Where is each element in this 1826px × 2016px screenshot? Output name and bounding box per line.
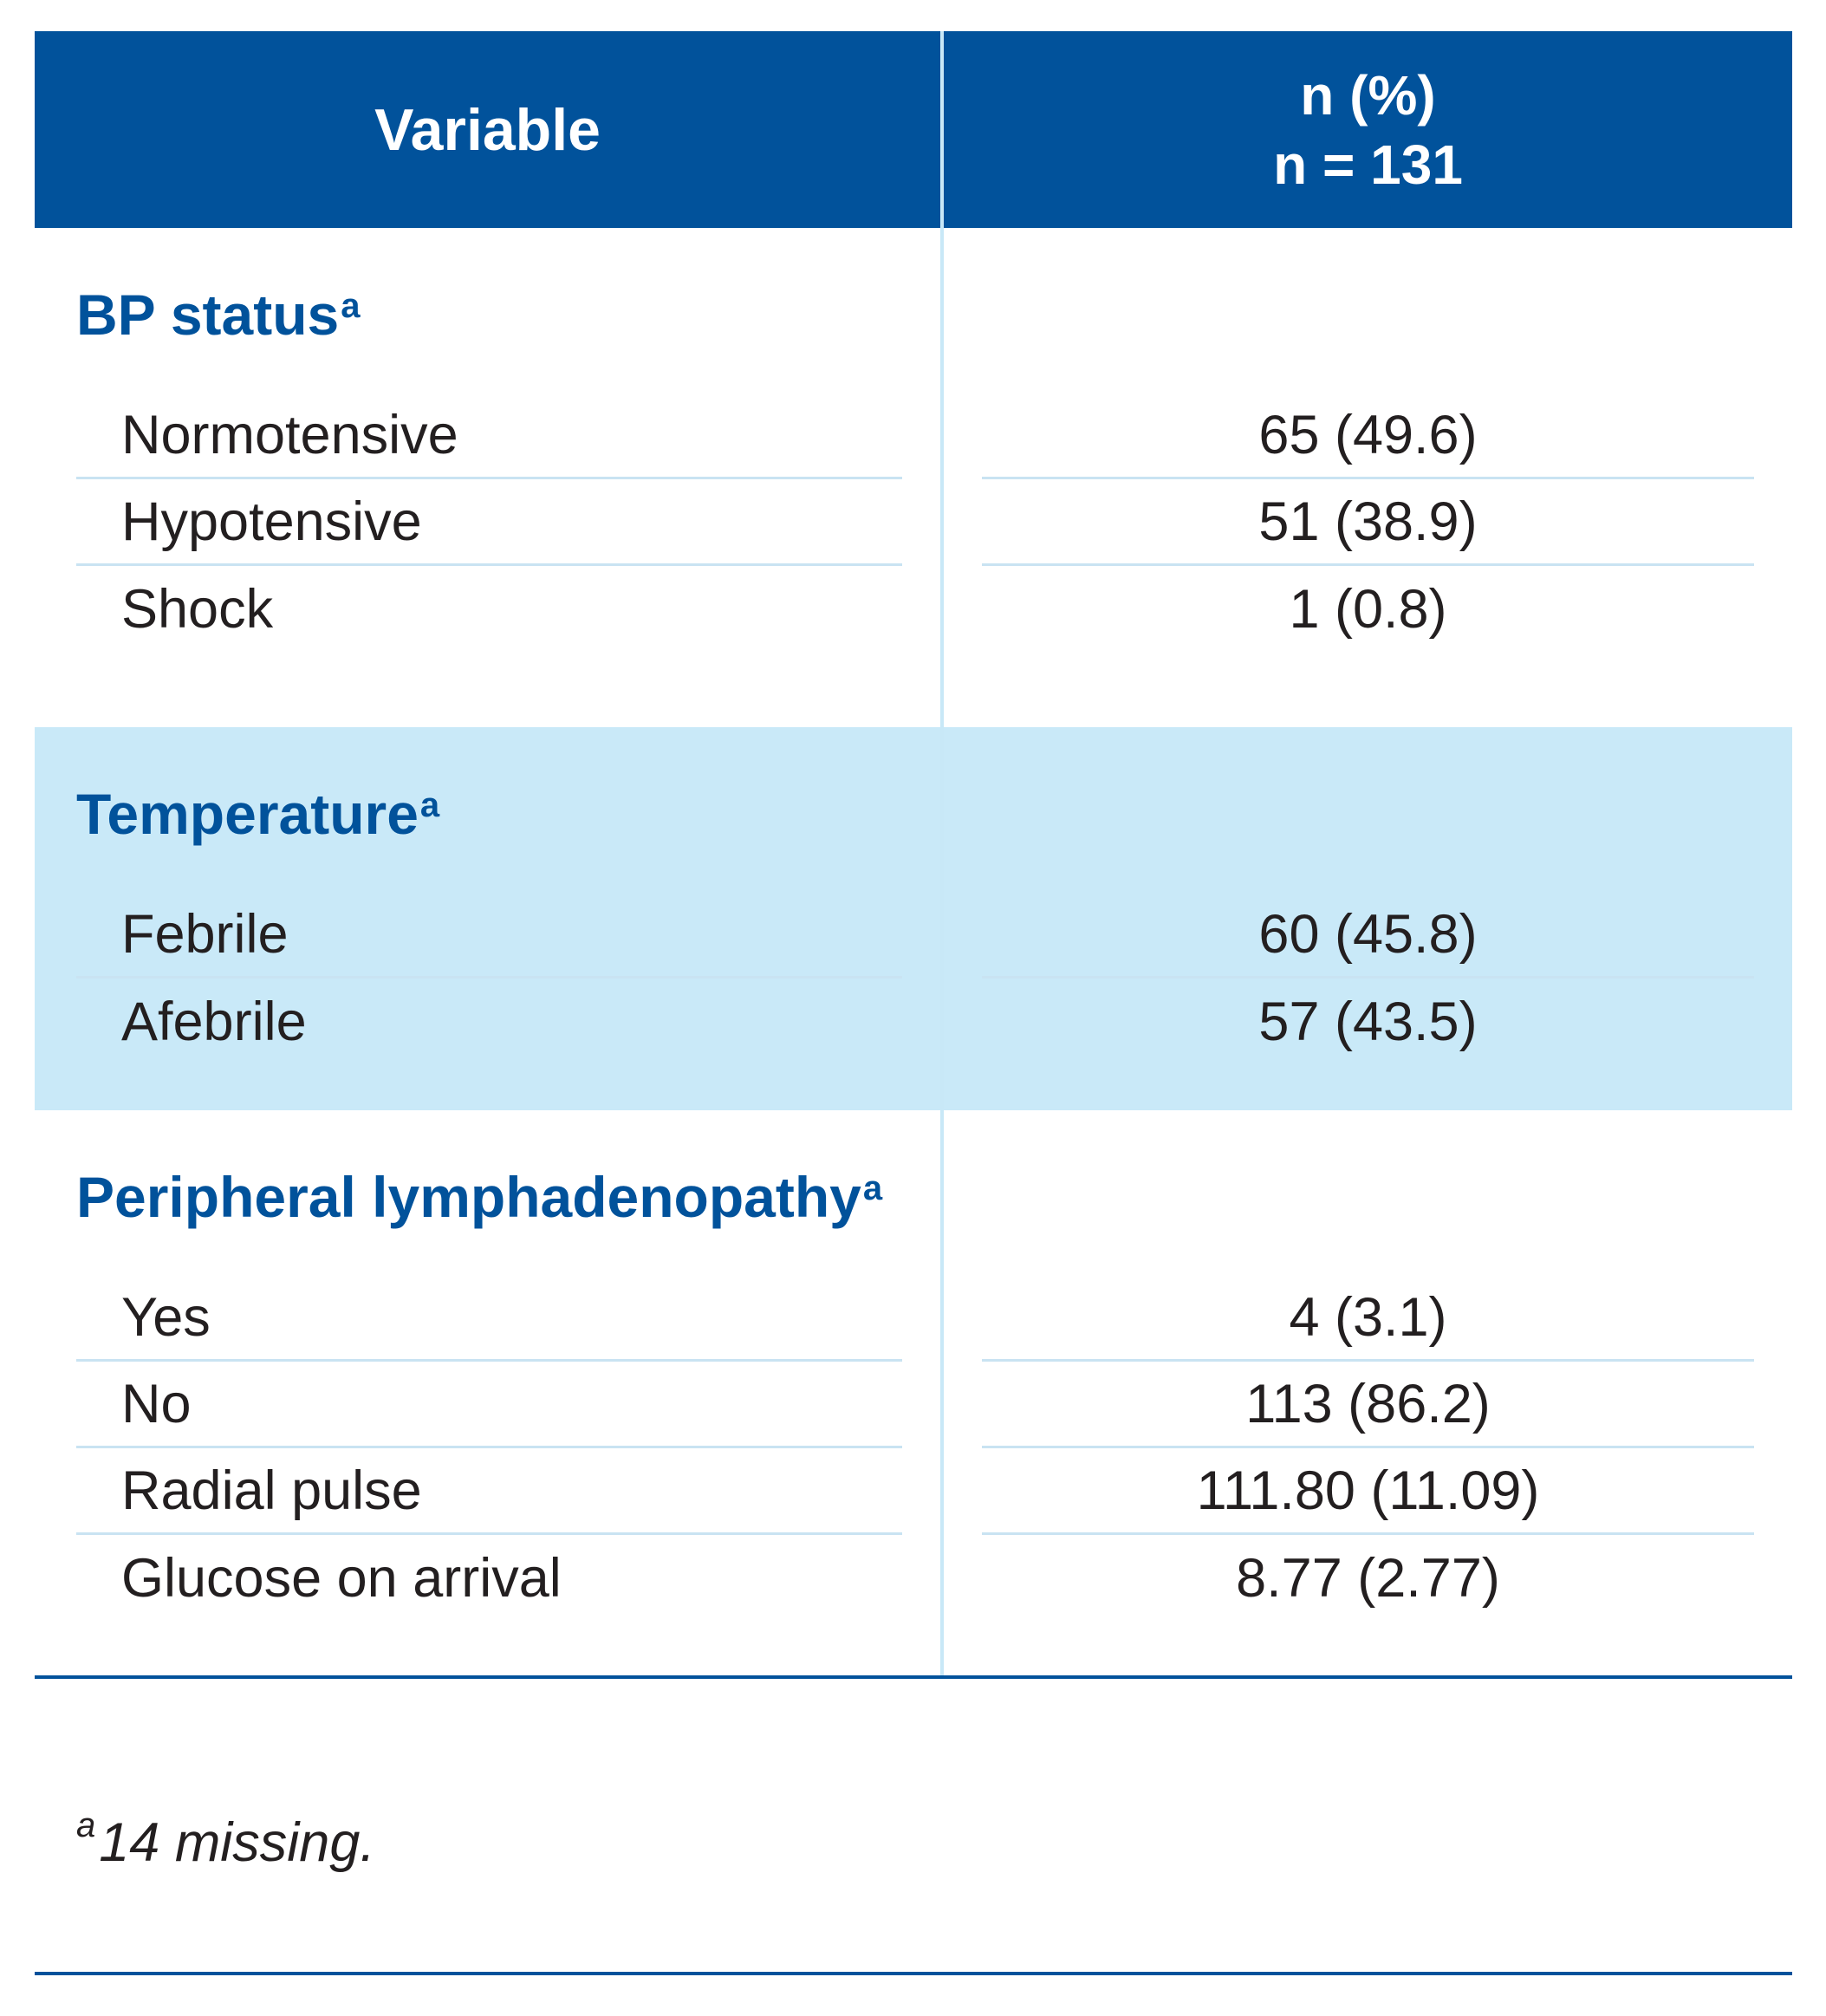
section-title-text: Peripheral lymphadenopathy: [76, 1165, 861, 1229]
section-left: [35, 1110, 944, 1675]
page-bottom-rule: [35, 1972, 1792, 1975]
header-count-line1: n (%): [1300, 63, 1436, 127]
row-value: 4 (3.1): [982, 1275, 1754, 1362]
row-value: 60 (45.8): [982, 892, 1754, 979]
row-label: Yes: [76, 1275, 902, 1362]
footnote-marker: a: [419, 785, 440, 824]
table-header: [35, 31, 1792, 228]
row-value: 51 (38.9): [982, 479, 1754, 566]
section-title: [76, 228, 902, 393]
section-peripheral-lymphadenopathy: [35, 1110, 1792, 1675]
footnote-marker: a: [76, 1806, 96, 1844]
row-value: 57 (43.5): [1258, 992, 1478, 1052]
header-count: [944, 31, 1792, 228]
row-label: Glucose on arrival: [121, 1548, 562, 1609]
row-label: Radial pulse: [76, 1448, 902, 1535]
row-label: No: [76, 1362, 902, 1448]
section-title: [76, 727, 902, 892]
header-count-line2: n = 131: [1273, 133, 1463, 196]
row-label: Normotensive: [76, 393, 902, 479]
row-value: 111.80 (11.09): [982, 1448, 1754, 1535]
section-right: [944, 1110, 1792, 1675]
data-table: [35, 31, 1792, 1679]
section-temperature: [35, 727, 1792, 1110]
section-title-text: BP status: [76, 283, 340, 347]
table-bottom-rule: [35, 1675, 1792, 1679]
row-value: 8.77 (2.77): [1236, 1548, 1500, 1609]
section-right: [944, 727, 1792, 1110]
footnote-marker: a: [862, 1168, 883, 1207]
row-label: Shock: [121, 579, 274, 640]
section-title-text: Temperature: [76, 782, 419, 846]
section-left: [35, 727, 944, 1110]
section-left: [35, 228, 944, 727]
section-bp-status: [35, 228, 1792, 727]
row-value: 1 (0.8): [1289, 579, 1447, 640]
section-title: [76, 1110, 902, 1275]
section-right: [944, 228, 1792, 727]
row-label: Febrile: [76, 892, 902, 979]
footnote: [76, 1806, 375, 1874]
footnote-marker: a: [341, 286, 361, 325]
header-variable: [35, 31, 944, 228]
footnote-text: 14 missing.: [99, 1812, 375, 1873]
header-variable-label: Variable: [374, 96, 601, 163]
row-value: 113 (86.2): [982, 1362, 1754, 1448]
row-label: Hypotensive: [76, 479, 902, 566]
row-label: Afebrile: [121, 992, 307, 1052]
row-value: 65 (49.6): [982, 393, 1754, 479]
